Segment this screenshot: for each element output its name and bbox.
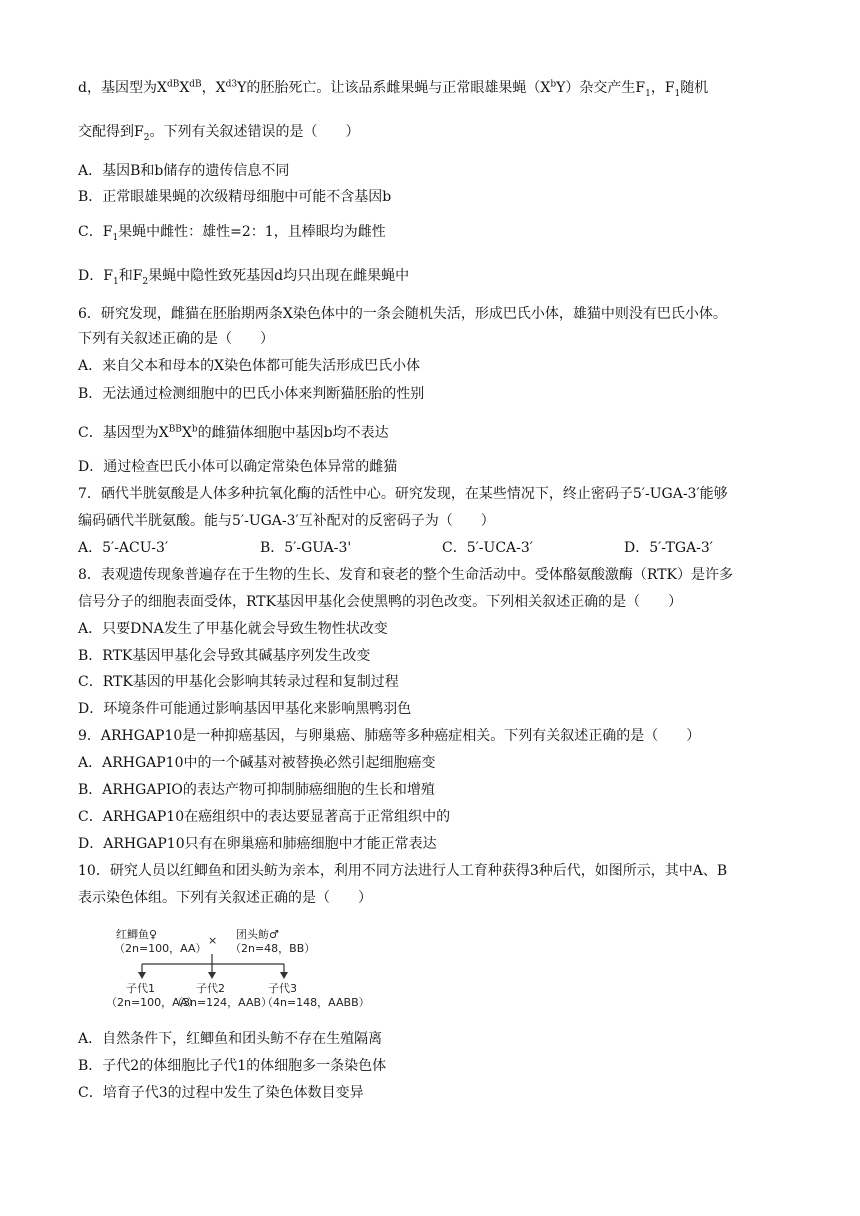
q5-option-a: A．基因B和b储存的遗传信息不同 (78, 163, 290, 179)
q10-option-b: B．子代2的体细胞比子代1的体细胞多一条染色体 (78, 1058, 387, 1074)
q8-option-b: B．RTK基因甲基化会导致其碱基序列发生改变 (78, 648, 371, 664)
q6-option-b: B．无法通过检测细胞中的巴氏小体来判断猫胚胎的性别 (78, 386, 425, 402)
q7-option-a: A．5′-ACU-3′ (78, 540, 169, 556)
parent2-label: 团头鲂♂ (236, 928, 279, 941)
q9-option-b: B．ARHGAPIO的表达产物可抑制肺癌细胞的生长和增殖 (78, 782, 435, 798)
q7-stem-line1: 7．硒代半胱氨酸是人体多种抗氧化酶的活性中心。研究发现，在某些情况下，终止密码子5′-UGA-3′能够 (78, 486, 728, 502)
parent1-formula: （2n=100，AA） (114, 942, 207, 955)
q10-stem-line1: 10．研究人员以红鲫鱼和团头鲂为亲本，利用不同方法进行人工育种获得3种后代，如图所示，其中A、B (78, 863, 728, 879)
q9-stem: 9．ARHGAP10是一种抑癌基因，与卵巢癌、肺癌等多种癌症相关。下列有关叙述正确的是（ ） (78, 728, 701, 744)
q8-option-d: D．环境条件可能通过影响基因甲基化来影响黑鸭羽色 (78, 701, 412, 717)
breeding-diagram (112, 926, 412, 1016)
child3-label: 子代3 (268, 982, 297, 995)
q6-stem-line1: 6．研究发现，雌猫在胚胎期两条X染色体中的一条会随机失活，形成巴氏小体，雄猫中则没有巴氏小体。 (78, 306, 727, 322)
parent2-formula: （2n=48，BB） (230, 942, 316, 955)
q7-stem-line2: 编码硒代半胱氨酸。能与5′-UGA-3′互补配对的反密码子为（ ） (78, 513, 495, 529)
child1-label: 子代1 (126, 982, 155, 995)
arrowhead-child2 (208, 972, 216, 979)
arrowhead-child3 (280, 972, 288, 979)
q6-option-d: D．通过检查巴氏小体可以确定常染色体异常的雌猫 (78, 459, 398, 475)
q5-option-c: C．$F_1$果蝇中雌性：雄性=2：1，且棒眼均为雌性 (78, 224, 386, 243)
q5-stem-line1: d，基因型为$X^{dB}X^{dB}$，$X^{d3}Y$的胚胎死亡。让该品系雌果蝇与正常眼雄果蝇$(X^bY)$杂交产生$F_1$，$F_1$随机 (78, 79, 709, 99)
q7-option-c: C．5′-UCA-3′ (442, 540, 533, 556)
q10-option-a: A．自然条件下，红鲫鱼和团头鲂不存在生殖隔离 (78, 1031, 383, 1047)
q6-option-a: A．来自父本和母本的X染色体都可能失活形成巴氏小体 (78, 358, 421, 374)
q5-option-b: B．正常眼雄果蝇的次级精母细胞中可能不含基因b (78, 189, 392, 205)
q10-option-c: C．培育子代3的过程中发生了染色体数目变异 (78, 1085, 364, 1101)
child1-formula: （2n=100，AA） (112, 996, 199, 1009)
q5-stem-line2: 交配得到$F_2$。下列有关叙述错误的是（ ） (78, 124, 360, 143)
q8-option-c: C．RTK基因的甲基化会影响其转录过程和复制过程 (78, 674, 399, 690)
q6-option-c: C．基因型为$X^{BB}X^b$的雌猫体细胞中基因b均不表达 (78, 424, 389, 441)
q7-option-b: B．5′-GUA-3' (260, 540, 352, 556)
child2-label: 子代2 (196, 982, 225, 995)
q5-option-d: D．$F_1$和$F_2$果蝇中隐性致死基因d均只出现在雌果蝇中 (78, 268, 410, 287)
cross-symbol: × (208, 934, 218, 947)
child3-formula: （4n=148，AABB） (262, 996, 370, 1009)
child2-formula: （3n=124，AAB） (172, 996, 273, 1009)
q8-option-a: A．只要DNA发生了甲基化就会导致生物性状改变 (78, 621, 388, 637)
q9-option-d: D．ARHGAP10只有在卵巢癌和肺癌细胞中才能正常表达 (78, 836, 437, 852)
parent1-label: 红鲫鱼♀ (116, 928, 158, 941)
q10-stem-line2: 表示染色体组。下列有关叙述正确的是（ ） (78, 890, 372, 906)
breeding-diagram-svg (112, 926, 412, 1016)
q8-stem-line2: 信号分子的细胞表面受体，RTK基因甲基化会使黑鸭的羽色改变。下列相关叙述正确的是（ ） (78, 594, 683, 610)
q7-option-d: D．5′-TGA-3′ (624, 540, 713, 556)
q8-stem-line1: 8．表观遗传现象普遍存在于生物的生长、发育和衰老的整个生命活动中。受体酪氨酸激酶（RTK）是许多 (78, 567, 733, 583)
arrowhead-child1 (138, 972, 146, 979)
q9-option-c: C．ARHGAP10在癌组织中的表达要显著高于正常组织中的 (78, 809, 451, 825)
q6-stem-line2: 下列有关叙述正确的是（ ） (78, 331, 274, 347)
q9-option-a: A．ARHGAP10中的一个碱基对被替换必然引起细胞癌变 (78, 755, 436, 771)
